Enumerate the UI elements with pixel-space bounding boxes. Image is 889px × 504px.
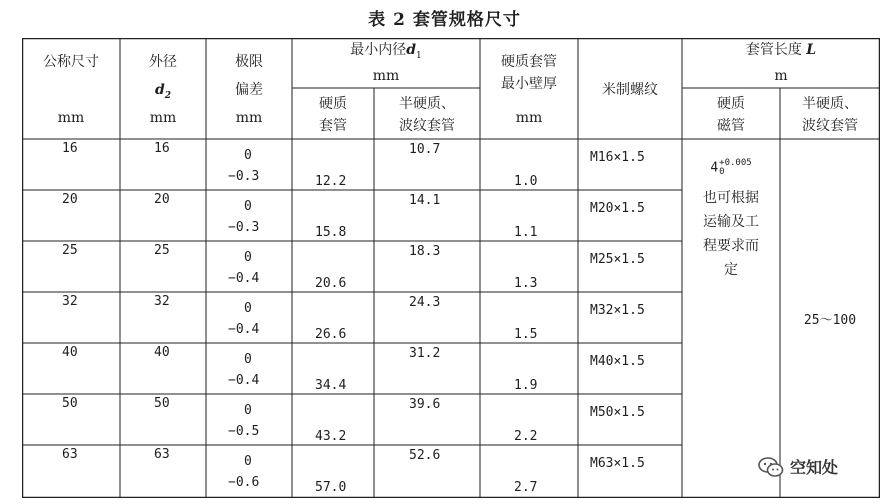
cell-nominal: 32 [62, 294, 78, 309]
cell-nominal: 63 [62, 447, 78, 462]
header-length-semi-2: 波纹套管 [802, 118, 858, 134]
header-outer: 外径 [149, 54, 177, 70]
cell-nominal: 40 [62, 345, 78, 360]
header-wall-unit: mm [515, 110, 543, 126]
cell-tol-upper: 0 [244, 352, 252, 367]
header-inner-hard-1: 硬质 [319, 96, 347, 112]
cell-nominal: 20 [62, 192, 78, 207]
cell-inner-hard: 57.0 [315, 480, 347, 495]
header-inner-semi-2: 波纹套管 [399, 118, 455, 134]
header-length-semi-1: 半硬质、 [802, 96, 858, 112]
cell-tol-lower: −0.4 [228, 271, 260, 286]
cell-nominal: 25 [62, 243, 78, 258]
cell-thread: M32×1.5 [590, 303, 645, 318]
wechat-icon [758, 456, 784, 478]
cell-outer: 16 [154, 141, 170, 156]
cell-tol-lower: −0.4 [228, 322, 260, 337]
length-semi-value: 25～100 [803, 313, 857, 328]
header-length-hard-1: 硬质 [717, 96, 745, 112]
cell-thread: M50×1.5 [590, 405, 645, 420]
watermark [758, 455, 838, 478]
cell-wall: 2.2 [514, 429, 538, 444]
spec-table [22, 38, 880, 498]
cell-inner-semi: 39.6 [409, 397, 441, 412]
header-thread: 米制螺纹 [602, 82, 658, 98]
cell-inner-semi: 24.3 [409, 295, 441, 310]
cell-inner-semi: 14.1 [409, 193, 441, 208]
length-hard-note-line: 程要求而 [703, 238, 759, 254]
cell-outer: 40 [154, 345, 170, 360]
length-hard-note-line: 运输及工 [703, 214, 759, 230]
cell-tol-upper: 0 [244, 199, 252, 214]
cell-nominal: 50 [62, 396, 78, 411]
cell-thread: M16×1.5 [590, 150, 645, 165]
cell-tol-upper: 0 [244, 301, 252, 316]
cell-outer: 20 [154, 192, 170, 207]
length-hard-note-line: 定 [724, 262, 738, 278]
header-outer-symbol: $d_2$ [154, 82, 172, 101]
cell-tol-upper: 0 [244, 250, 252, 265]
cell-tol-upper: 0 [244, 403, 252, 418]
table-caption: 表 2 套管规格尺寸 [368, 10, 521, 30]
cell-tol-lower: −0.3 [228, 220, 260, 235]
length-hard-note-line: 也可根据 [703, 190, 759, 206]
length-hard-note [686, 186, 776, 282]
cell-inner-hard: 20.6 [315, 276, 347, 291]
header-wall-2: 最小壁厚 [501, 76, 557, 92]
header-wall-1: 硬质套管 [501, 54, 557, 70]
cell-tol-lower: −0.4 [228, 373, 260, 388]
header-inner-semi-1: 半硬质、 [399, 96, 455, 112]
header-inner-hard-2: 套管 [319, 118, 347, 134]
cell-thread: M40×1.5 [590, 354, 645, 369]
cell-inner-semi: 31.2 [409, 346, 441, 361]
cell-nominal: 16 [62, 141, 78, 156]
cell-inner-semi: 52.6 [409, 448, 441, 463]
cell-inner-hard: 43.2 [315, 429, 347, 444]
cell-wall: 1.0 [514, 174, 538, 189]
header-outer-unit: mm [149, 110, 177, 126]
cell-outer: 25 [154, 243, 170, 258]
cell-tol-lower: −0.5 [228, 424, 260, 439]
cell-thread: M25×1.5 [590, 252, 645, 267]
cell-inner-hard: 12.2 [315, 174, 347, 189]
cell-thread: M20×1.5 [590, 201, 645, 216]
cell-tol-lower: −0.3 [228, 169, 260, 184]
header-tol-unit: mm [235, 110, 263, 126]
cell-tol-lower: −0.6 [228, 475, 260, 490]
cell-wall: 2.7 [514, 480, 538, 495]
cell-wall: 1.1 [514, 225, 538, 240]
header-inner-unit: mm [372, 68, 400, 84]
cell-tol-upper: 0 [244, 148, 252, 163]
cell-wall: 1.5 [514, 327, 538, 342]
header-tol-2: 偏差 [235, 82, 263, 98]
cell-outer: 32 [154, 294, 170, 309]
header-tol-1: 极限 [235, 54, 263, 70]
cell-inner-hard: 26.6 [315, 327, 347, 342]
cell-tol-upper: 0 [244, 454, 252, 469]
cell-wall: 1.9 [514, 378, 538, 393]
header-length-hard-2: 磁管 [717, 118, 745, 134]
cell-inner-semi: 18.3 [409, 244, 441, 259]
cell-outer: 50 [154, 396, 170, 411]
watermark-text: 空知处 [790, 458, 839, 477]
cell-inner-hard: 34.4 [315, 378, 347, 393]
cell-inner-semi: 10.7 [409, 142, 441, 157]
cell-wall: 1.3 [514, 276, 538, 291]
cell-thread: M63×1.5 [590, 456, 645, 471]
header-nominal-unit: mm [57, 110, 85, 126]
cell-outer: 63 [154, 447, 170, 462]
length-hard-value: 4 +0.005 0 [710, 158, 752, 177]
header-nominal: 公称尺寸 [43, 54, 99, 70]
header-inner: 最小内径$d_1$ [350, 42, 422, 61]
cell-inner-hard: 15.8 [315, 225, 347, 240]
header-length-unit: m [774, 68, 788, 84]
header-length: 套管长度 L [745, 42, 817, 58]
